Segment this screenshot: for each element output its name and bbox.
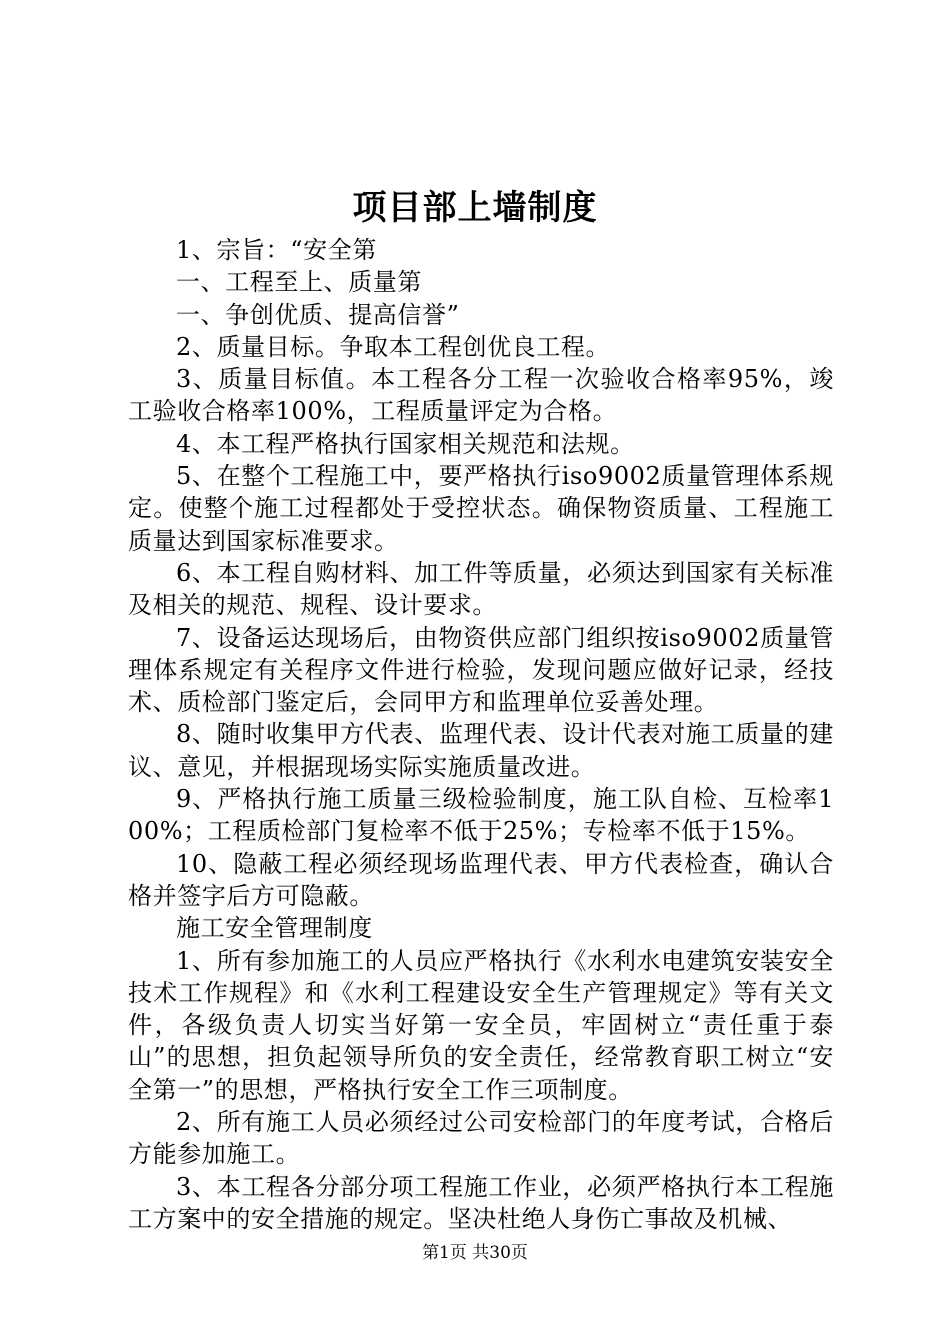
paragraph: 10、隐蔽工程必须经现场监理代表、甲方代表检查，确认合格并签字后方可隐蔽。	[128, 849, 834, 910]
document-title: 项目部上墙制度	[352, 188, 598, 228]
paragraph: 4、本工程严格执行国家相关规范和法规。	[176, 429, 635, 458]
paragraph: 6、本工程自购材料、加工件等质量，必须达到国家有关标准及相关的规范、规程、设计要求。	[128, 558, 834, 620]
paragraph: 1、所有参加施工的人员应严格执行《水利水电建筑安装安全技术工作规程》和《水利工程建设安全生产管理规定》等有关文件，各级负责人切实当好第一安全员，牢固树立“责任重于泰山”的思想，担负起领导所负的安全责任，经常教育职工树立“安全第一”的思想，严格执行安全工作三项制度。	[128, 946, 834, 1104]
paragraph: 一、争创优质、提高信誉”	[176, 300, 460, 329]
paragraph: 1、宗旨：“安全第	[176, 236, 377, 264]
paragraph: 3、本工程各分部分项工程施工作业，必须严格执行本工程施工方案中的安全措施的规定。坚决杜绝人身伤亡事故及机械、	[128, 1172, 834, 1233]
page-footer: 第1页 共30页	[422, 1243, 528, 1263]
paragraph: 8、随时收集甲方代表、监理代表、设计代表对施工质量的建议、意见，并根据现场实际实施质量改进。	[128, 720, 834, 781]
paragraph: 5、在整个工程施工中，要严格执行iso9002质量管理体系规定。使整个施工过程都处于受控状态。确保物资质量、工程施工质量达到国家标准要求。	[128, 462, 834, 555]
section-heading: 施工安全管理制度	[176, 914, 373, 943]
paragraph: 2、质量目标。争取本工程创优良工程。	[176, 332, 611, 361]
paragraph: 一、工程至上、质量第	[176, 268, 422, 297]
paragraph: 9、严格执行施工质量三级检验制度，施工队自检、互检率100%；工程质检部门复检率不低于25%；专检率不低于15%。	[128, 785, 834, 846]
document-body	[128, 234, 834, 1235]
paragraph: 7、设备运达现场后，由物资供应部门组织按iso9002质量管理体系规定有关程序文件进行检验，发现问题应做好记录，经技术、质检部门鉴定后，会同甲方和监理单位妥善处理。	[128, 623, 834, 717]
paragraph: 3、质量目标值。本工程各分工程一次验收合格率95%，竣工验收合格率100%，工程质量评定为合格。	[128, 365, 834, 426]
paragraph: 2、所有施工人员必须经过公司安检部门的年度考试，合格后方能参加施工。	[128, 1108, 834, 1169]
